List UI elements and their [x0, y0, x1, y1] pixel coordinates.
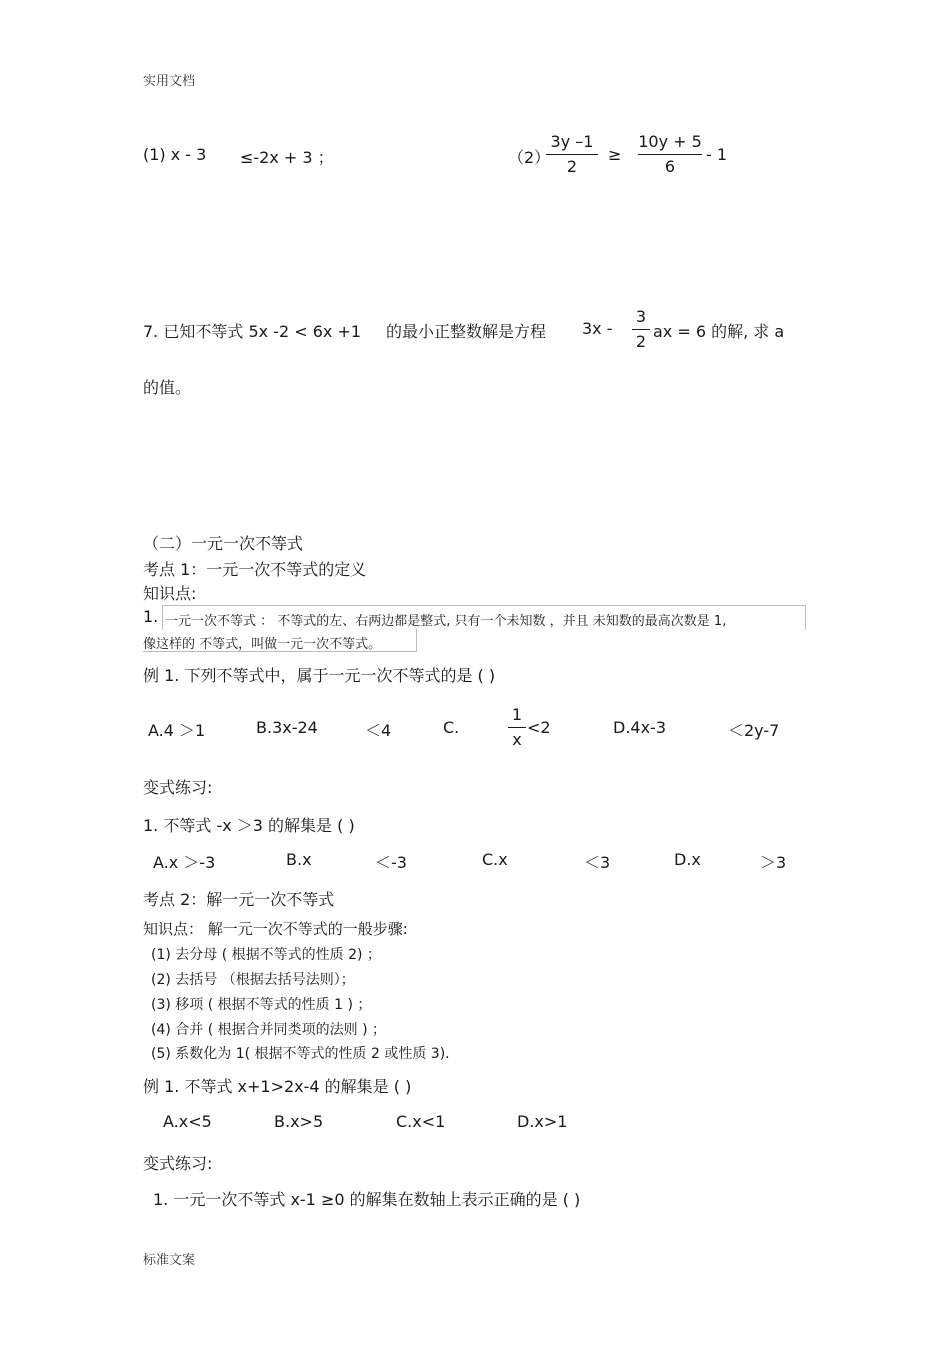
fraction-bar: [632, 329, 650, 330]
definition-number: 1.: [143, 607, 159, 626]
example1-question: 例 1. 下列不等式中，属于一元一次不等式的是 ( ): [143, 666, 496, 685]
example1-option-d-rel: ＜2y-7: [728, 721, 780, 740]
example1-option-a: A.4 ＞1: [148, 721, 206, 740]
page-footer: 标准文案: [143, 1253, 196, 1268]
example2-option-a: A.x<5: [163, 1112, 212, 1131]
step-item: (2) 去括号 （根据去括号法则）；: [151, 972, 355, 988]
page-header: 实用文档: [143, 74, 196, 89]
q7-part1: 7. 已知不等式 5x -2 < 6x +1: [143, 322, 362, 341]
q7-fraction: [632, 306, 650, 353]
fraction-bar: [638, 154, 702, 155]
q7-part4: ax = 6 的解, 求 a: [653, 322, 785, 341]
variant1-option-a: A.x ＞-3: [153, 853, 216, 872]
step-item: (5) 系数化为 1( 根据不等式的性质 2 或性质 3).: [151, 1046, 450, 1062]
kp1-title: 考点 1：一元一次不等式的定义: [143, 560, 367, 579]
q6-fraction-1: [546, 131, 598, 178]
variant1-option-c: C.x: [482, 850, 508, 869]
example1-option-c-fraction: [508, 704, 526, 751]
q6-part1-lead: (1) x - 3: [143, 145, 207, 164]
variant2-question: 1. 一元一次不等式 x-1 ≥0 的解集在数轴上表示正确的是 ( ): [153, 1190, 581, 1209]
option-c-denominator: x: [512, 730, 522, 749]
q6-fraction-1-denominator: 2: [566, 157, 578, 176]
variant1-question: 1. 不等式 -x ＞3 的解集是 ( ): [143, 816, 355, 835]
q7-part2: 的最小正整数解是方程: [386, 322, 547, 341]
q6-fraction-1-numerator: 3y –1: [550, 132, 594, 151]
variant1-option-c-rel: ＜3: [584, 853, 611, 872]
step-item: (4) 合并 ( 根据合并同类项的法则 ) ；: [151, 1022, 387, 1038]
q6-tail: - 1: [706, 145, 728, 164]
q7-fraction-denominator: 2: [635, 332, 647, 351]
q7-part3: 3x -: [582, 319, 613, 338]
section-title: （二）一元一次不等式: [143, 534, 304, 553]
step-item: (1) 去分母 ( 根据不等式的性质 2) ；: [151, 947, 381, 963]
example2-option-b: B.x>5: [274, 1112, 324, 1131]
fraction-bar: [546, 154, 598, 155]
variant1-option-b-rel: ＜-3: [375, 853, 407, 872]
definition-line-2: 像这样的 不等式，叫做一元一次不等式。: [143, 637, 382, 652]
q7-line2: 的值。: [143, 378, 192, 397]
variant1-option-b: B.x: [286, 850, 312, 869]
example2-option-d: D.x>1: [517, 1112, 568, 1131]
kp2-knowledge: 知识点： 解一元一次不等式的一般步骤:: [143, 920, 408, 938]
example1-option-c: C.: [443, 718, 460, 737]
q6-fraction-2-numerator: 10y + 5: [638, 132, 702, 151]
definition-line-1: 一元一次不等式 ： 不等式的左、右两边都是整式, 只有一个未知数 ，并且 未知数的最高次数是 1,: [165, 614, 727, 629]
fraction-bar: [508, 727, 526, 728]
q6-operator: ≥: [608, 145, 622, 164]
example1-option-d: D.4x-3: [613, 718, 667, 737]
q6-part1-rest: ≤-2x + 3 ；: [240, 148, 334, 167]
variant1-title: 变式练习:: [143, 778, 213, 797]
example2-option-c: C.x<1: [396, 1112, 446, 1131]
variant1-option-d: D.x: [674, 850, 701, 869]
q6-fraction-2-denominator: 6: [664, 157, 676, 176]
option-c-numerator: 1: [511, 705, 523, 724]
kp2-title: 考点 2：解一元一次不等式: [143, 890, 335, 909]
variant2-title: 变式练习:: [143, 1154, 213, 1173]
q7-fraction-numerator: 3: [635, 307, 647, 326]
example1-option-c-tail: <2: [527, 718, 551, 737]
q6-part2-label: （2）: [508, 148, 551, 167]
example1-option-b-rel: ＜4: [365, 721, 392, 740]
example1-option-b: B.3x-24: [256, 718, 318, 737]
knowledge-label: 知识点:: [143, 584, 197, 603]
step-item: (3) 移项 ( 根据不等式的性质 1 ) ；: [151, 997, 372, 1013]
q6-fraction-2: [638, 131, 702, 178]
variant1-option-d-rel: ＞3: [760, 853, 787, 872]
example2-question: 例 1. 不等式 x+1>2x-4 的解集是 ( ): [143, 1077, 412, 1096]
